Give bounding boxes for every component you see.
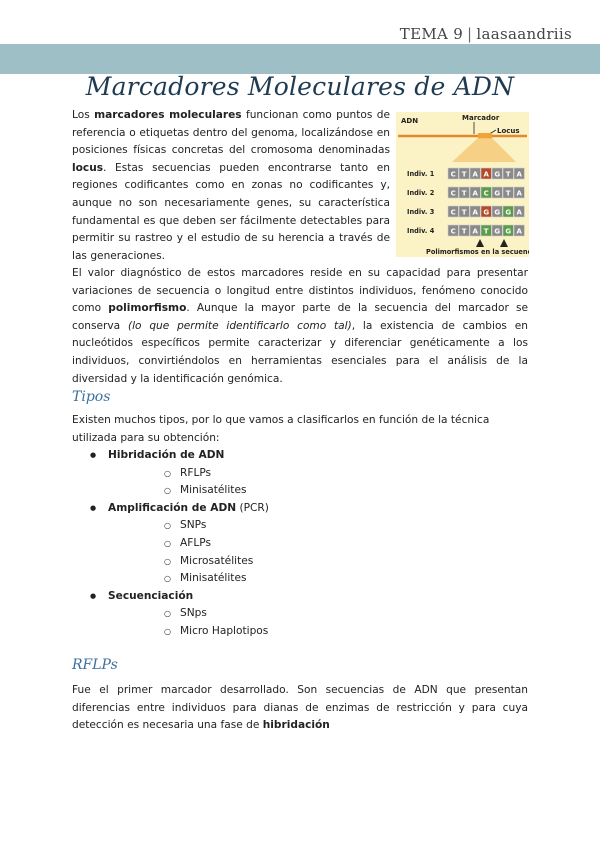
tipos-list	[72, 447, 269, 641]
base-letter: C	[450, 227, 456, 236]
header-separator: |	[467, 25, 473, 43]
base-letter: A	[472, 189, 478, 198]
intro-paragraph: Los marcadores moleculares funcionan como puntos de referencia o etiquetas dentro del genoma, localizándose en posiciones físicas concretas del cromosoma denominadas locus. Estas secuencias pueden encontrarse tanto en regiones codificantes como en zonas no codificantes y, aunque no son necesariamente genes, su característica fundamental es que deben ser fácilmente detectables para permitir su rastreo y el estudio de su herencia a través de las generaciones.	[72, 109, 390, 262]
base-letter: T	[505, 170, 511, 179]
header-band	[0, 44, 600, 74]
header-author: laasaandriis	[476, 25, 572, 43]
base-letter: T	[461, 208, 467, 217]
list-item: ○ SNps	[108, 605, 269, 623]
list-item: ○ Minisatélites	[108, 570, 269, 588]
rflps-heading: RFLPs	[72, 657, 118, 673]
tipos-heading: Tipos	[72, 389, 111, 405]
running-header	[400, 25, 572, 43]
row-label: Indiv. 4	[407, 227, 435, 235]
base-letter: G	[505, 208, 512, 217]
tipos-intro: Existen muchos tipos, por lo que vamos a clasificarlos en función de la técnica utilizada para su obtención:	[72, 414, 490, 444]
polymorphism-diagram	[396, 112, 529, 257]
base-letter: A	[483, 170, 489, 179]
base-letter: T	[483, 227, 489, 236]
sequence-rows	[407, 168, 524, 236]
zoom-cone	[452, 138, 516, 162]
base-letter: G	[505, 227, 512, 236]
base-letter: C	[450, 208, 456, 217]
base-letter: T	[461, 227, 467, 236]
list-item: ● Amplificación de ADN (PCR) ○ SNPs ○ AFLPs ○ Microsatélites ○ Minisatélites	[72, 500, 269, 588]
header-topic: TEMA 9	[399, 25, 464, 43]
base-letter: C	[483, 189, 489, 198]
list-item: ○ AFLPs	[108, 535, 269, 553]
base-letter: G	[494, 170, 501, 179]
list-item: ○ Minisatélites	[108, 482, 269, 500]
page-title: Marcadores Moleculares de ADN	[85, 72, 515, 101]
list-item: ○ Microsatélites	[108, 553, 269, 571]
figure-label-marcador: Marcador	[462, 114, 500, 122]
row-label: Indiv. 2	[407, 189, 435, 197]
base-letter: A	[516, 227, 522, 236]
base-letter: A	[472, 208, 478, 217]
arrow-up-icon	[500, 239, 508, 247]
row-label: Indiv. 1	[407, 170, 435, 178]
base-letter: A	[472, 170, 478, 179]
figure-label-locus: Locus	[497, 127, 520, 135]
list-item: ○ SNPs	[108, 517, 269, 535]
base-letter: G	[483, 208, 490, 217]
base-letter: C	[450, 189, 456, 198]
arrow-up-icon	[476, 239, 484, 247]
base-letter: G	[494, 227, 501, 236]
base-letter: A	[472, 227, 478, 236]
base-letter: A	[516, 170, 522, 179]
base-letter: T	[461, 170, 467, 179]
base-letter: C	[450, 170, 456, 179]
list-item: ● Secuenciación ○ SNps ○ Micro Haplotipos	[72, 588, 269, 641]
base-letter: G	[494, 208, 501, 217]
base-letter: T	[505, 189, 511, 198]
figure-caption: Polimorfismos en la secuencia	[426, 248, 529, 256]
figure-label-adn: ADN	[401, 117, 419, 125]
base-letter: A	[516, 189, 522, 198]
row-label: Indiv. 3	[407, 208, 435, 216]
base-letter: G	[494, 189, 501, 198]
diagnostic-paragraph: El valor diagnóstico de estos marcadores reside en su capacidad para presentar variaciones de secuencia o longitud entre distintos individuos, fenómeno conocido como polimorfismo. Aunque la mayor parte de la secuencia del marcador se conserva (lo que permite identificarlo como tal), la existencia de cambios en nucleótidos específicos permite caracterizar y diferenciar genéticamente a los individuos, convirtiéndolos en herramientas esenciales para el análisis de la diversidad y la identificación genómica.	[72, 267, 528, 385]
polymorphism-figure	[396, 112, 529, 257]
list-item: ● Hibridación de ADN ○ RFLPs ○ Minisatélites	[72, 447, 269, 500]
rflps-paragraph: Fue el primer marcador desarrollado. Son secuencias de ADN que presentan diferencias entre individuos para dianas de enzimas de restricción y para cuya detección es necesaria una fase de hibridación	[72, 684, 528, 732]
list-item: ○ Micro Haplotipos	[108, 623, 269, 641]
base-letter: A	[516, 208, 522, 217]
base-letter: T	[461, 189, 467, 198]
list-item: ○ RFLPs	[108, 465, 269, 483]
